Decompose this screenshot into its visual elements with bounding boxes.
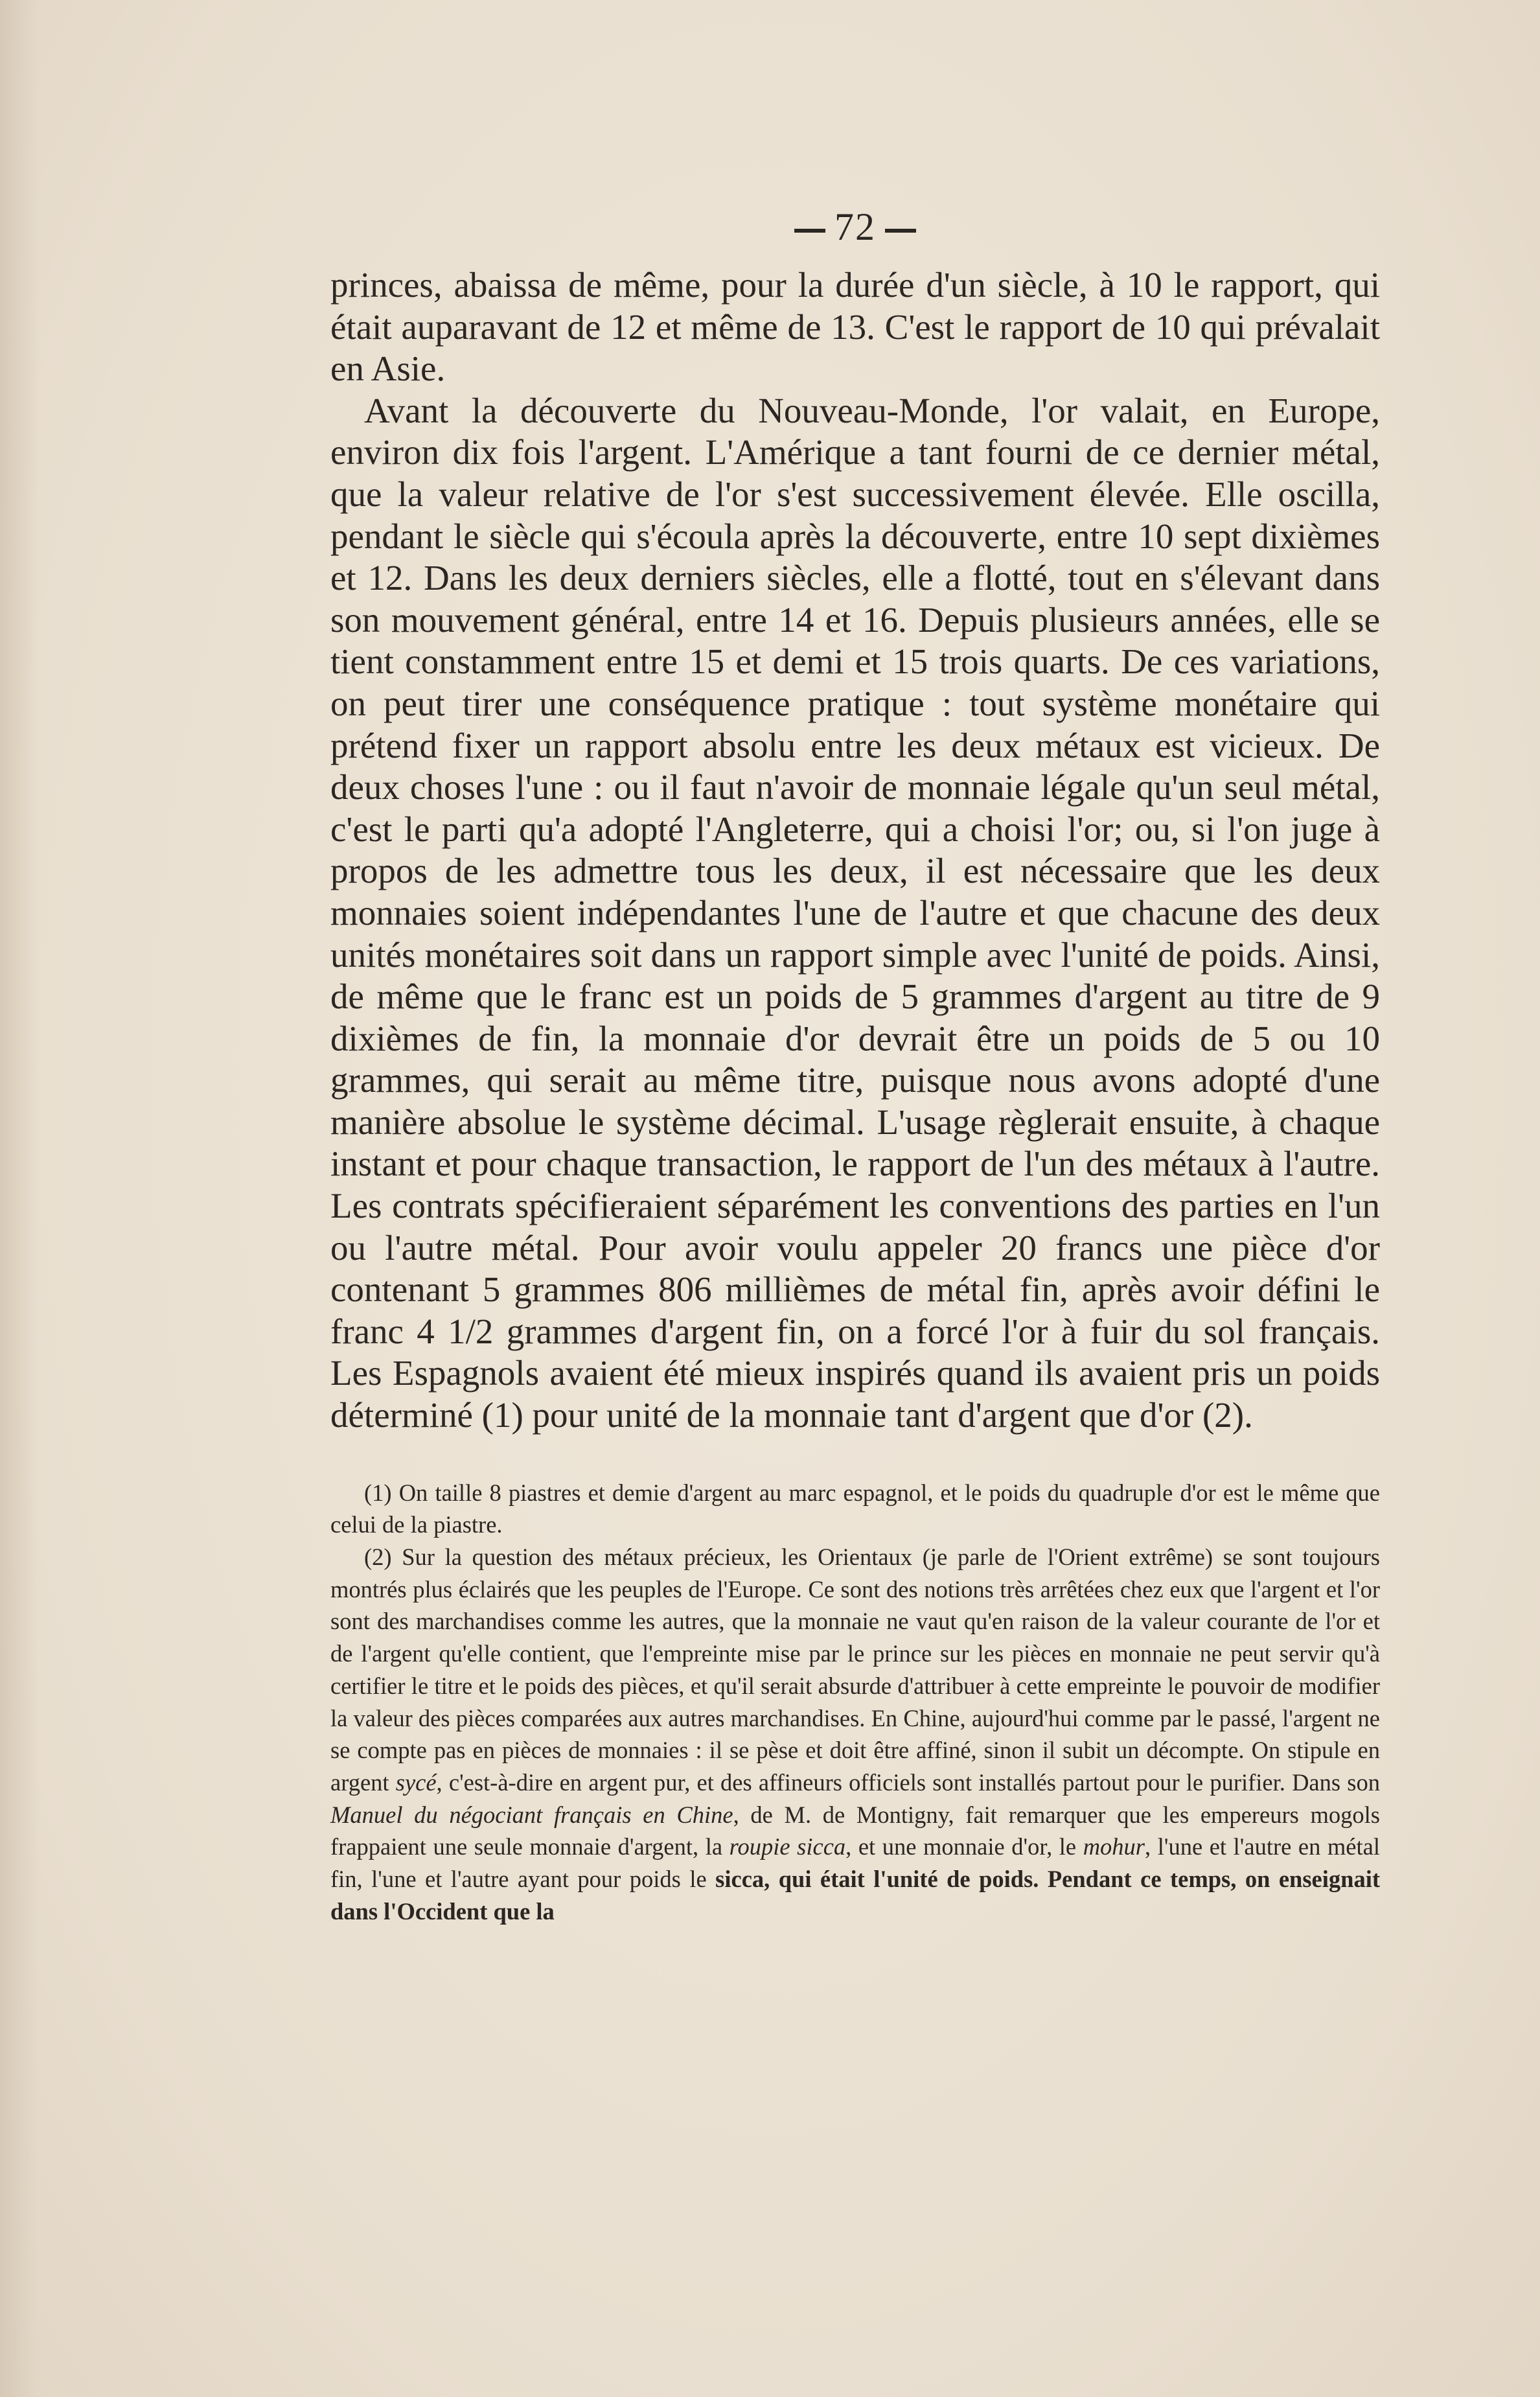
page-number-dash-left <box>794 229 825 233</box>
footnote-2-text: , c'est-à-dire en argent pur, et des affineurs officiels sont installés partout pour le purifier. Dans son <box>436 1768 1380 1796</box>
footnote-2-term-roupie-sicca: roupie sicca <box>729 1833 846 1860</box>
footnote-2 <box>330 1541 1380 1927</box>
footnote-1: (1) On taille 8 piastres et demie d'argent au marc espagnol, et le poids du quadruple d'or est le même que celui de la piastre. <box>330 1479 1380 1538</box>
main-text <box>330 264 1380 1437</box>
page-number: 72 <box>834 205 876 248</box>
footnote-2-text: , l'une et l'autre en métal fin, l'une et l'autre ayant pour poids le <box>330 1833 1380 1893</box>
page-content <box>330 201 1380 1927</box>
footnote-2-text: , de M. de Montigny, fait remarquer que les empereurs mogols frappaient une seule monnaie d'argent, la <box>330 1801 1380 1860</box>
footnote-2-book-title: Manuel du négociant français en Chine <box>330 1801 733 1828</box>
paragraph-gold-silver: Avant la découverte du Nouveau-Monde, l'or valait, en Europe, environ dix fois l'argent. L'Amérique a tant fourni de ce dernier métal, que la valeur relative de l'or s'est successivement élevée. Elle oscilla, pendant le siècle qui s'écoula après la découverte, entre 10 sept dixièmes et 12. Dans les deux derniers siècles, elle a flotté, tout en s'élevant dans son mouvement général, entre 14 et 16. Depuis plusieurs années, elle se tient constamment entre 15 et demi et 15 trois quarts. De ces variations, on peut tirer une conséquence pratique : tout système monétaire qui prétend fixer un rapport absolu entre les deux métaux est vicieux. De deux choses l'une : ou il faut n'avoir de monnaie légale qu'un seul métal, c'est le parti qu'a adopté l'Angleterre, qui a choisi l'or; ou, si l'on juge à propos de les admettre tous les deux, il est nécessaire que les deux monnaies soient indépendantes l'une de l'autre et que chacune des deux unités monétaires soit dans un rapport simple avec l'unité de poids. Ainsi, de même que le franc est un poids de 5 grammes d'argent au titre de 9 dixièmes de fin, la monnaie d'or devrait être un poids de 5 ou 10 grammes, qui serait au même titre, puisque nous avons adopté d'une manière absolue le système décimal. L'usage règlerait ensuite, à chaque instant et pour chaque transaction, le rapport de l'un des métaux à l'autre. Les contrats spécifieraient séparément les conventions des parties en l'un ou l'autre métal. Pour avoir voulu appeler 20 francs une pièce d'or contenant 5 grammes 806 millièmes de métal fin, après avoir défini le franc 4 1/2 grammes d'argent fin, on a forcé l'or à fuir du sol français. Les Espagnols avaient été mieux inspirés quand ils avaient pris un poids déterminé (1) pour unité de la monnaie tant d'argent que d'or (2). <box>330 390 1380 1435</box>
footnote-2-last-line: sicca, qui était l'unité de poids. Pendant ce temps, on enseignait dans l'Occident que la <box>330 1866 1380 1925</box>
footnote-2-text: , et une monnaie d'or, le <box>845 1833 1083 1860</box>
footnotes <box>330 1477 1380 1928</box>
footnote-2-term-mohur: mohur <box>1083 1833 1145 1860</box>
paragraph-continuation: princes, abaissa de même, pour la durée d'un siècle, à 10 le rapport, qui était auparavant de 12 et même de 13. C'est le rapport de 10 qui prévalait en Asie. <box>330 265 1380 389</box>
page-gutter-shadow <box>0 0 39 2397</box>
page-number-dash-right <box>885 229 916 233</box>
footnote-2-text: (2) Sur la question des métaux précieux, les Orientaux (je parle de l'Orient extrême) se sont toujours montrés plus éclairés que les peuples de l'Europe. Ce sont des notions très arrêtées chez eux que l'argent et l'or sont des marchandises comme les autres, que la monnaie ne vaut qu'en raison de la valeur courante de l'or et de l'argent qu'elle contient, que l'empreinte mise par le prince sur les pièces en monnaie ne peut servir qu'à certifier le titre et le poids des pièces, et qu'il serait absurde d'attribuer à cette empreinte le pouvoir de modifier la valeur des pièces comparées aux autres marchandises. En Chine, aujourd'hui comme par le passé, l'argent ne se compte pas en pièces de monnaies : il se pèse et doit être affiné, sinon il subit un décompte. On stipule en argent <box>330 1544 1380 1796</box>
page-number-header <box>330 201 1380 253</box>
footnote-2-term-syce: sycé <box>395 1768 437 1796</box>
